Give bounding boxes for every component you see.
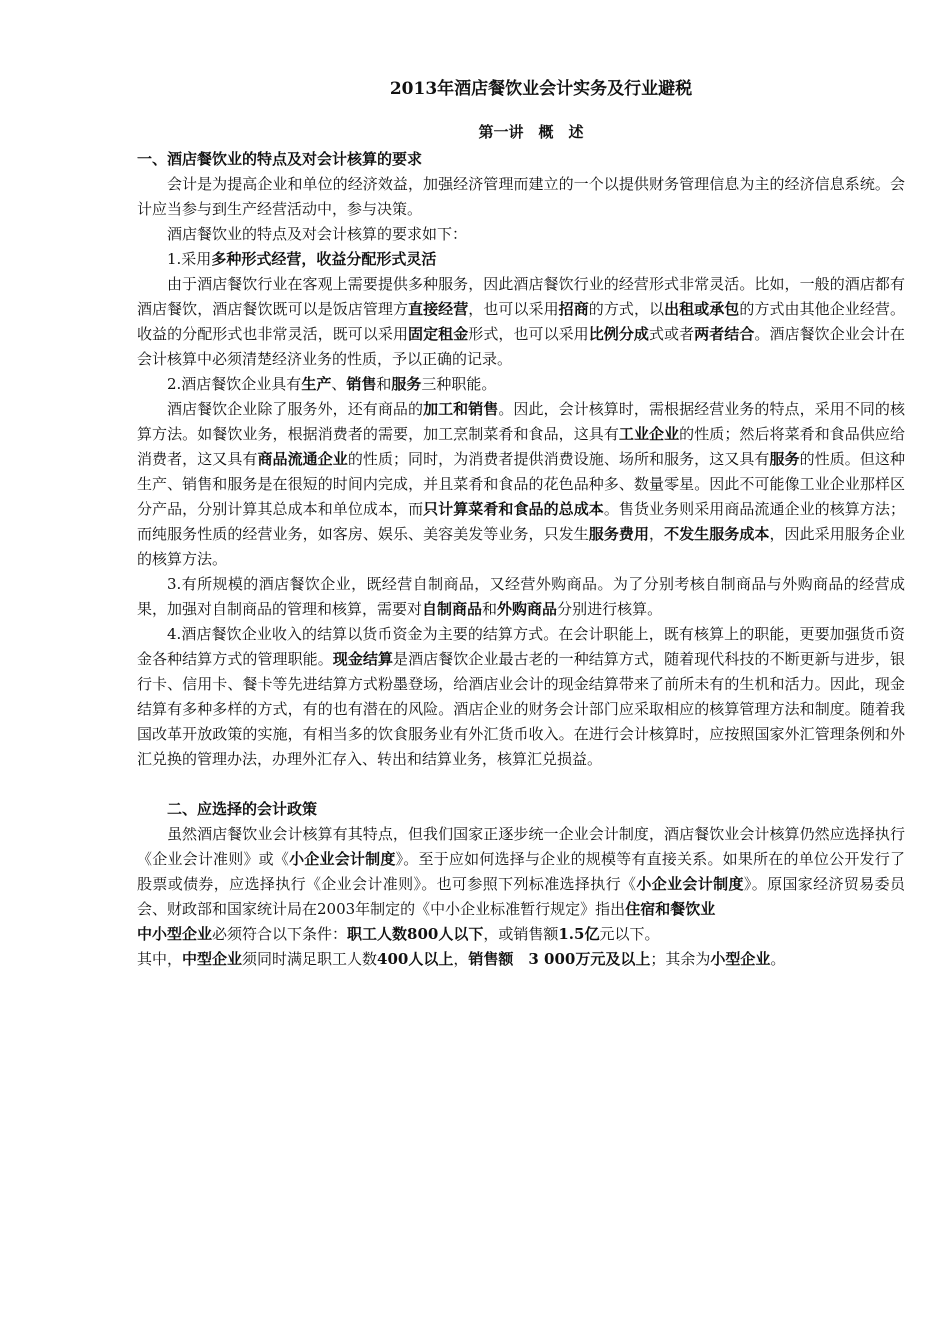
- text-run: 形式，也可以采用: [468, 325, 589, 343]
- text-run: 分别进行核算。: [557, 600, 663, 618]
- text-run: 的方式，以: [588, 300, 665, 318]
- bold-run: 不发生服务成本: [664, 525, 770, 543]
- text-run: 的性质。但这种生产、销售和服务是在很短的时间内完成，并且菜肴和食品的花色品种多、数量零星。因此不可能像工业企业那样区分产品，分别计算其总成本和单位成本，而: [137, 450, 905, 518]
- text-run: 。酒店餐饮企业会计在会计核算中必须清楚经济业务的性质，予以正确的记录。: [137, 325, 905, 368]
- text-run: 三种职能。: [421, 375, 497, 393]
- bold-run: 工业企业: [618, 425, 680, 443]
- bold-run: 销售: [346, 375, 377, 393]
- bold-run: 服务: [769, 450, 800, 468]
- text-run: ，因此采用服务企业的核算方法。: [137, 525, 905, 568]
- document-body: [137, 70, 905, 972]
- item-1-heading: [137, 247, 905, 272]
- section-1-intro-line: 酒店餐饮业的特点及对会计核算的要求如下：: [167, 225, 468, 243]
- text-run: ；其余为: [650, 950, 711, 968]
- bold-run: 小型企业: [710, 950, 771, 968]
- bold-run: 招商: [558, 300, 589, 318]
- section-1-heading: 一、酒店餐饮业的特点及对会计核算的要求: [137, 150, 423, 168]
- lecture-heading: 第一讲 概 述: [478, 123, 584, 141]
- bold-run: 比例分成: [588, 325, 649, 343]
- text-run: ，也可以采用: [468, 300, 559, 318]
- text-run: 必须符合以下条件：: [212, 925, 348, 943]
- sme-criteria-line: [137, 922, 905, 947]
- bold-run: 固定租金: [408, 325, 469, 343]
- bold-run: 只计算菜肴和食品的总成本: [423, 500, 604, 518]
- bold-run: 出租或承包: [664, 300, 740, 318]
- bold-run: 商品流通企业: [257, 450, 348, 468]
- text-run: ，: [649, 525, 665, 543]
- item-2-heading: [137, 372, 905, 397]
- text-run: 的性质；然后将菜肴和食品供应给消费者，这又具有: [137, 425, 905, 468]
- bold-run: 住宿和餐饮业: [625, 900, 716, 918]
- text-run: 是酒店餐饮企业最古老的一种结算方式，随着现代科技的不断更新与进步，银行卡、信用卡、餐卡等先进结算方式粉墨登场，给酒店业会计的现金结算带来了前所未有的生机和活力。因此，现金结算有多种多样的方式，有的也有潜在的风险。酒店企业的财务会计部门应采取相应的核算管理方法和制度。随着我国改革开放政策的实施，有相当多的饮食服务业有外汇货币收入。在进行会计核算时，应按照国家外汇管理条例和外汇兑换的管理办法，办理外汇存入、转出和结算业务，核算汇兑损益。: [137, 650, 905, 768]
- document-title: 2013年酒店餐饮业会计实务及行业避税: [389, 79, 693, 99]
- text-run: 其中，: [137, 950, 183, 968]
- text-run: 》。至于应如何选择与企业的规模等有直接关系。如果所在的单位公开发行了股票或债券，应选择执行《企业会计准则》。也可参照下列标准选择执行《: [137, 850, 905, 893]
- text-run: 。: [770, 950, 786, 968]
- bold-run: 两者结合: [694, 325, 755, 343]
- bold-run: 外购商品: [497, 600, 558, 618]
- bold-run: 多种形式经营，收益分配形式灵活: [211, 250, 437, 268]
- text-run: 3.有所规模的酒店餐饮企业，既经营自制商品，又经营外购商品。为了分别考核自制商品与外购商品的经营成果，加强对自制商品的管理和核算，需要对: [137, 575, 905, 618]
- text-run: 和: [482, 600, 498, 618]
- bold-run: 小企业会计制度: [289, 850, 396, 868]
- bold-run: 小企业会计制度: [636, 875, 744, 893]
- bold-run: 400人以上: [377, 950, 454, 968]
- text-run: 1.采用: [167, 250, 212, 268]
- section-2-heading: 二、应选择的会计政策: [167, 800, 318, 818]
- bold-run: 生产: [301, 375, 332, 393]
- bold-run: 服务: [391, 375, 422, 393]
- item-1-paragraph: [137, 272, 905, 372]
- bold-run: 服务费用: [588, 525, 649, 543]
- text-run: 2.酒店餐饮企业具有: [167, 375, 302, 393]
- text-run: 式或者: [648, 325, 695, 343]
- text-run: 的方式由其他企业经营。收益的分配形式也非常灵活，既可以采用: [137, 300, 905, 343]
- bold-run: 职工人数800人以下: [347, 925, 484, 943]
- bold-run: 加工和销售: [423, 400, 499, 418]
- text-run: 元以下。: [599, 925, 660, 943]
- text-run: 》。原国家经济贸易委员会、财政部和国家统计局在2003年制定的《中小企业标准暂行规定》指出: [137, 875, 905, 918]
- text-run: 4.酒店餐饮企业收入的结算以货币资金为主要的结算方式。在会计职能上，既有核算上的职能，更要加强货币资金各种结算方式的管理职能。: [137, 625, 905, 668]
- text-run: 由于酒店餐饮行业在客观上需要提供多种服务，因此酒店餐饮行业的经营形式非常灵活。比如，一般的酒店都有酒店餐饮，酒店餐饮既可以是饭店管理方: [137, 275, 905, 318]
- bold-run: 中型企业: [182, 950, 243, 968]
- item-4-paragraph: [137, 622, 905, 772]
- item-3-paragraph: [137, 572, 905, 622]
- medium-enterprise-line: [137, 947, 905, 972]
- text-run: 。因此，会计核算时，需根据经营业务的特点，采用不同的核算方法。如餐饮业务，根据消费者的需要，加工烹制菜肴和食品，这具有: [137, 400, 905, 443]
- text-run: 酒店餐饮企业除了服务外，还有商品的: [167, 400, 424, 418]
- item-2-paragraph: [137, 397, 905, 572]
- text-run: 。售货业务则采用商品流通企业的核算方法；而纯服务性质的经营业务，如客房、娱乐、美容美发等业务，只发生: [137, 500, 905, 543]
- bold-run: 销售额 3 000万元及以上: [468, 950, 651, 968]
- text-run: ，或销售额: [483, 925, 559, 943]
- bold-run: 1.5亿: [558, 925, 600, 943]
- text-run: 虽然酒店餐饮业会计核算有其特点，但我们国家正逐步统一企业会计制度，酒店餐饮业会计核算仍然应选择执行《企业会计准则》或《: [137, 825, 905, 868]
- bold-run: 现金结算: [332, 650, 394, 668]
- section-2-paragraph: [137, 822, 905, 922]
- bold-run: 直接经营: [408, 300, 469, 318]
- text-run: ，: [453, 950, 469, 968]
- bold-run: 中小型企业: [137, 925, 213, 943]
- text-run: 的性质；同时，为消费者提供消费设施、场所和服务，这又具有: [347, 450, 770, 468]
- text-run: 和: [376, 375, 392, 393]
- bold-run: 自制商品: [422, 600, 483, 618]
- section-1-intro-paragraph: 会计是为提高企业和单位的经济效益，加强经济管理而建立的一个以提供财务管理信息为主的经济信息系统。会计应当参与到生产经营活动中，参与决策。: [137, 175, 905, 218]
- text-run: 须同时满足职工人数: [242, 950, 378, 968]
- text-run: 、: [331, 375, 347, 393]
- paragraph-spacer: [137, 772, 905, 797]
